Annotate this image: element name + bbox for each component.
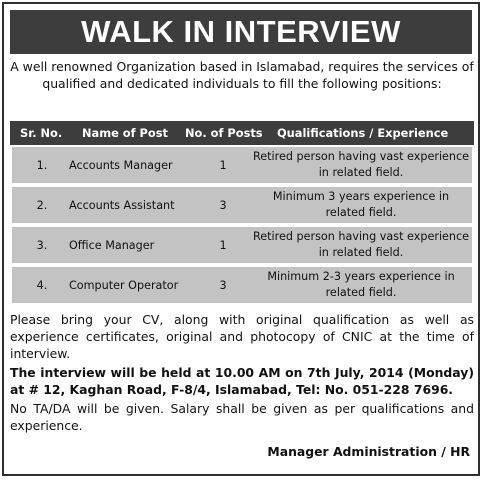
table-header <box>10 121 474 145</box>
row-post-name: Computer Operator <box>69 278 179 292</box>
row-post-name: Accounts Assistant <box>69 198 175 212</box>
row-qualification: Minimum 3 years experience in related field. <box>272 190 450 219</box>
table-row <box>12 267 472 303</box>
table-row <box>12 227 472 263</box>
page-title: WALK IN INTERVIEW <box>10 10 472 54</box>
job-advertisement <box>2 2 480 476</box>
column-header-post-name: Name of Post <box>82 126 168 140</box>
row-sr-no: 4. <box>36 278 48 292</box>
table-row <box>12 187 472 223</box>
row-post-count: 3 <box>219 198 227 212</box>
row-post-name: Accounts Manager <box>69 158 173 172</box>
schedule-paragraph <box>10 364 474 398</box>
row-post-count: 1 <box>219 158 227 172</box>
intro-text: A well renowned Organization based in Islamabad, requires the services of qualified and dedicated individuals to fill the following positions: <box>10 59 474 91</box>
row-qualification: Retired person having vast experience in related field. <box>252 150 470 179</box>
documents-paragraph: Please bring your CV, along with original qualification as well as experience certificates, original and photocopy of CNIC at the time of interview. <box>10 312 474 361</box>
column-header-sr-no: Sr. No. <box>20 126 63 140</box>
column-header-qualifications: Qualifications / Experience <box>277 126 449 140</box>
row-sr-no: 3. <box>36 238 48 252</box>
row-post-name: Office Manager <box>69 238 155 252</box>
terms-paragraph: No TA/DA will be given. Salary shall be given as per qualifications and experience. <box>10 401 474 433</box>
row-post-count: 1 <box>219 238 227 252</box>
row-qualification: Minimum 2-3 years experience in related field. <box>267 270 455 299</box>
signature: Manager Administration / HR <box>267 444 470 459</box>
row-sr-no: 2. <box>36 198 48 212</box>
row-post-count: 3 <box>219 278 227 292</box>
row-sr-no: 1. <box>36 158 48 172</box>
column-header-post-count: No. of Posts <box>185 126 263 140</box>
positions-table <box>10 121 474 307</box>
table-row <box>12 147 472 183</box>
schedule-text: The interview will be held at 10.00 AM on 7th July, 2014 (Monday) at # 12, Kaghan Road, F-8/4, Islamabad, Tel: No. 051-228 7696. <box>10 365 474 397</box>
row-qualification: Retired person having vast experience in related field. <box>252 230 470 259</box>
